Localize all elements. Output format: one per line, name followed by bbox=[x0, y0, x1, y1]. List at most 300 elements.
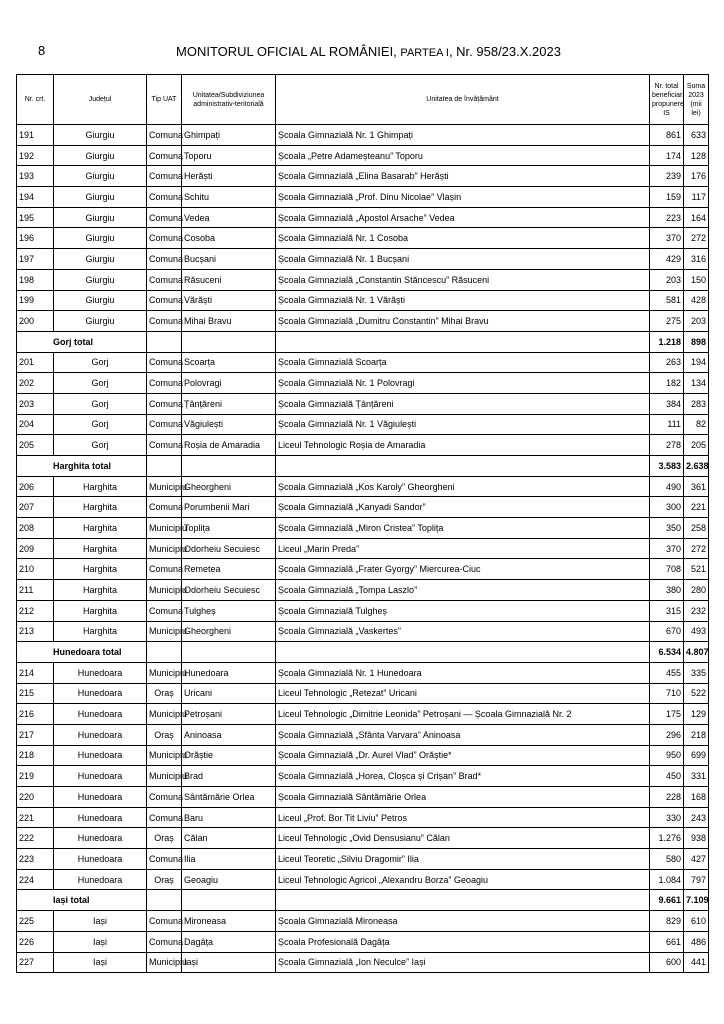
cell-scoala: Liceul „Prof. Bor Tit Liviu” Petros bbox=[276, 807, 650, 828]
cell-tip: Municipiu bbox=[147, 952, 182, 973]
cell-tip: Municipiu bbox=[147, 745, 182, 766]
cell-scoala: Școala Gimnazială Nr. 1 Bucșani bbox=[276, 249, 650, 270]
table-header bbox=[17, 75, 709, 125]
cell-unitate: Scoarța bbox=[182, 352, 276, 373]
cell-nr: 227 bbox=[17, 952, 54, 973]
cell-judet: Iași bbox=[54, 911, 147, 932]
cell-beneficiari: 581 bbox=[650, 290, 684, 311]
cell-unitate: Geoagiu bbox=[182, 869, 276, 890]
cell-suma: 232 bbox=[684, 600, 709, 621]
table-row bbox=[17, 580, 709, 601]
cell-unitate: Vărăști bbox=[182, 290, 276, 311]
county-total-suma: 7.109 bbox=[684, 890, 709, 911]
cell-unitate: Călan bbox=[182, 828, 276, 849]
cell-beneficiari: 380 bbox=[650, 580, 684, 601]
county-total-suma: 2.638 bbox=[684, 456, 709, 477]
cell-suma: 280 bbox=[684, 580, 709, 601]
cell-suma: 335 bbox=[684, 662, 709, 683]
cell-beneficiari: 263 bbox=[650, 352, 684, 373]
cell-tip: Oraș bbox=[147, 828, 182, 849]
cell-scoala: Liceul Tehnologic „Retezat” Uricani bbox=[276, 683, 650, 704]
cell-scoala: Liceul „Marin Preda” bbox=[276, 538, 650, 559]
cell-tip: Comuna bbox=[147, 497, 182, 518]
cell-unitate: Mihai Bravu bbox=[182, 311, 276, 332]
cell-nr: 211 bbox=[17, 580, 54, 601]
cell-unitate: Sântămărie Orlea bbox=[182, 787, 276, 808]
cell-nr: 224 bbox=[17, 869, 54, 890]
cell-judet: Hunedoara bbox=[54, 745, 147, 766]
table-row bbox=[17, 414, 709, 435]
cell-suma: 272 bbox=[684, 228, 709, 249]
cell-tip: Comuna bbox=[147, 352, 182, 373]
cell-beneficiari: 350 bbox=[650, 518, 684, 539]
cell-beneficiari: 600 bbox=[650, 952, 684, 973]
cell-unitate: Gheorgheni bbox=[182, 476, 276, 497]
cell-beneficiari: 708 bbox=[650, 559, 684, 580]
county-total-beneficiari: 3.583 bbox=[650, 456, 684, 477]
cell-judet: Giurgiu bbox=[54, 207, 147, 228]
cell-tip: Comuna bbox=[147, 911, 182, 932]
county-total-row bbox=[17, 456, 709, 477]
cell-unitate: Mironeasa bbox=[182, 911, 276, 932]
cell-scoala: Școala Gimnazială „Kanyadi Sandor” bbox=[276, 497, 650, 518]
cell-judet: Hunedoara bbox=[54, 766, 147, 787]
cell-suma: 361 bbox=[684, 476, 709, 497]
cell-beneficiari: 450 bbox=[650, 766, 684, 787]
cell-scoala-empty bbox=[276, 331, 650, 352]
county-total-label: Iași total bbox=[17, 890, 147, 911]
county-total-beneficiari: 1.218 bbox=[650, 331, 684, 352]
cell-nr: 202 bbox=[17, 373, 54, 394]
cell-tip: Comuna bbox=[147, 166, 182, 187]
table-row bbox=[17, 269, 709, 290]
cell-beneficiari: 580 bbox=[650, 849, 684, 870]
cell-beneficiari: 174 bbox=[650, 145, 684, 166]
table-row bbox=[17, 559, 709, 580]
cell-scoala: Școala Gimnazială „Prof. Dinu Nicolae” Vlașin bbox=[276, 187, 650, 208]
cell-nr: 204 bbox=[17, 414, 54, 435]
cell-tip: Comuna bbox=[147, 187, 182, 208]
table-row bbox=[17, 849, 709, 870]
cell-suma: 283 bbox=[684, 393, 709, 414]
cell-suma: 493 bbox=[684, 621, 709, 642]
cell-unitate: Țânțăreni bbox=[182, 393, 276, 414]
cell-tip: Comuna bbox=[147, 269, 182, 290]
cell-suma: 633 bbox=[684, 125, 709, 146]
cell-unitate: Remetea bbox=[182, 559, 276, 580]
cell-unitate: Bucșani bbox=[182, 249, 276, 270]
cell-tip: Comuna bbox=[147, 807, 182, 828]
cell-unitate: Uricani bbox=[182, 683, 276, 704]
cell-tip-empty bbox=[147, 456, 182, 477]
cell-judet: Hunedoara bbox=[54, 662, 147, 683]
header-judet: Județul bbox=[54, 75, 147, 125]
cell-judet: Gorj bbox=[54, 373, 147, 394]
cell-judet: Gorj bbox=[54, 435, 147, 456]
cell-unitate: Văgiulești bbox=[182, 414, 276, 435]
cell-scoala: Școala Gimnazială Nr. 1 Văgiulești bbox=[276, 414, 650, 435]
cell-suma: 150 bbox=[684, 269, 709, 290]
cell-beneficiari: 429 bbox=[650, 249, 684, 270]
cell-unitate: Brad bbox=[182, 766, 276, 787]
cell-suma: 221 bbox=[684, 497, 709, 518]
cell-suma: 117 bbox=[684, 187, 709, 208]
cell-suma: 218 bbox=[684, 724, 709, 745]
header-unitate: Unitatea/Subdiviziunea administrativ-teritorială bbox=[182, 75, 276, 125]
cell-suma: 129 bbox=[684, 704, 709, 725]
county-total-label: Hunedoara total bbox=[17, 642, 147, 663]
cell-nr: 210 bbox=[17, 559, 54, 580]
cell-suma: 203 bbox=[684, 311, 709, 332]
cell-beneficiari: 370 bbox=[650, 228, 684, 249]
cell-judet: Harghita bbox=[54, 538, 147, 559]
cell-judet: Harghita bbox=[54, 497, 147, 518]
cell-beneficiari: 861 bbox=[650, 125, 684, 146]
cell-unitate: Odorheiu Secuiesc bbox=[182, 538, 276, 559]
cell-nr: 217 bbox=[17, 724, 54, 745]
cell-nr: 206 bbox=[17, 476, 54, 497]
table-row bbox=[17, 228, 709, 249]
cell-scoala: Școala Gimnazială Sântămărie Orlea bbox=[276, 787, 650, 808]
cell-nr: 212 bbox=[17, 600, 54, 621]
cell-suma: 164 bbox=[684, 207, 709, 228]
table-row bbox=[17, 704, 709, 725]
cell-nr: 222 bbox=[17, 828, 54, 849]
cell-suma: 521 bbox=[684, 559, 709, 580]
cell-suma: 428 bbox=[684, 290, 709, 311]
cell-unitate: Orăștie bbox=[182, 745, 276, 766]
cell-unitate: Roșia de Amaradia bbox=[182, 435, 276, 456]
cell-nr: 220 bbox=[17, 787, 54, 808]
cell-beneficiari: 490 bbox=[650, 476, 684, 497]
cell-tip-empty bbox=[147, 642, 182, 663]
cell-unitate: Herăști bbox=[182, 166, 276, 187]
cell-beneficiari: 1.276 bbox=[650, 828, 684, 849]
cell-scoala: Școala Gimnazială „Vaskertes” bbox=[276, 621, 650, 642]
cell-scoala: Școala Gimnazială „Apostol Arsache” Vedea bbox=[276, 207, 650, 228]
cell-unitate: Hunedoara bbox=[182, 662, 276, 683]
cell-scoala: Școala Gimnazială „Sfânta Varvara” Aninoasa bbox=[276, 724, 650, 745]
cell-beneficiari: 370 bbox=[650, 538, 684, 559]
cell-judet: Giurgiu bbox=[54, 311, 147, 332]
table-row bbox=[17, 683, 709, 704]
table-body bbox=[17, 125, 709, 973]
cell-nr: 198 bbox=[17, 269, 54, 290]
cell-nr: 209 bbox=[17, 538, 54, 559]
cell-scoala: Școala Gimnazială Mironeasa bbox=[276, 911, 650, 932]
cell-nr: 192 bbox=[17, 145, 54, 166]
cell-unitate-empty bbox=[182, 456, 276, 477]
cell-unitate: Toplița bbox=[182, 518, 276, 539]
cell-scoala: Școala Gimnazială Țânțăreni bbox=[276, 393, 650, 414]
cell-tip: Comuna bbox=[147, 125, 182, 146]
cell-judet: Giurgiu bbox=[54, 228, 147, 249]
cell-scoala-empty bbox=[276, 890, 650, 911]
table-row bbox=[17, 787, 709, 808]
cell-nr: 203 bbox=[17, 393, 54, 414]
cell-tip: Comuna bbox=[147, 228, 182, 249]
cell-tip: Municipiu bbox=[147, 766, 182, 787]
cell-suma: 441 bbox=[684, 952, 709, 973]
cell-scoala: Școala Gimnazială „Dumitru Constantin” Mihai Bravu bbox=[276, 311, 650, 332]
county-total-suma: 4.807 bbox=[684, 642, 709, 663]
table-row bbox=[17, 621, 709, 642]
cell-scoala: Școala Gimnazială „Kos Karoly” Gheorgheni bbox=[276, 476, 650, 497]
cell-suma: 194 bbox=[684, 352, 709, 373]
cell-judet: Harghita bbox=[54, 580, 147, 601]
cell-nr: 221 bbox=[17, 807, 54, 828]
cell-judet: Giurgiu bbox=[54, 290, 147, 311]
header-suma: Suma 2023 (mii lei) bbox=[684, 75, 709, 125]
cell-suma: 427 bbox=[684, 849, 709, 870]
cell-suma: 272 bbox=[684, 538, 709, 559]
table-row bbox=[17, 476, 709, 497]
cell-tip: Comuna bbox=[147, 145, 182, 166]
cell-judet: Iași bbox=[54, 931, 147, 952]
table-row bbox=[17, 807, 709, 828]
cell-judet: Giurgiu bbox=[54, 187, 147, 208]
cell-nr: 199 bbox=[17, 290, 54, 311]
table-row bbox=[17, 518, 709, 539]
cell-beneficiari: 275 bbox=[650, 311, 684, 332]
cell-nr: 207 bbox=[17, 497, 54, 518]
table-row bbox=[17, 187, 709, 208]
cell-suma: 486 bbox=[684, 931, 709, 952]
cell-suma: 258 bbox=[684, 518, 709, 539]
cell-beneficiari: 710 bbox=[650, 683, 684, 704]
cell-scoala: Școala Gimnazială Nr. 1 Polovragi bbox=[276, 373, 650, 394]
cell-tip: Comuna bbox=[147, 373, 182, 394]
cell-beneficiari: 175 bbox=[650, 704, 684, 725]
cell-beneficiari: 455 bbox=[650, 662, 684, 683]
cell-beneficiari: 296 bbox=[650, 724, 684, 745]
cell-beneficiari: 278 bbox=[650, 435, 684, 456]
cell-judet: Harghita bbox=[54, 621, 147, 642]
cell-unitate: Ilia bbox=[182, 849, 276, 870]
cell-scoala: Școala Gimnazială Nr. 1 Cosoba bbox=[276, 228, 650, 249]
cell-tip: Municipiu bbox=[147, 704, 182, 725]
cell-unitate: Tulgheș bbox=[182, 600, 276, 621]
cell-judet: Iași bbox=[54, 952, 147, 973]
cell-nr: 191 bbox=[17, 125, 54, 146]
cell-unitate-empty bbox=[182, 331, 276, 352]
table-row bbox=[17, 538, 709, 559]
county-total-label: Harghita total bbox=[17, 456, 147, 477]
cell-unitate: Vedea bbox=[182, 207, 276, 228]
cell-scoala: Liceul Tehnologic Agricol „Alexandru Borza” Geoagiu bbox=[276, 869, 650, 890]
cell-scoala: Școala Gimnazială Nr. 1 Vărăști bbox=[276, 290, 650, 311]
cell-tip: Comuna bbox=[147, 787, 182, 808]
cell-beneficiari: 1.084 bbox=[650, 869, 684, 890]
table-row bbox=[17, 828, 709, 849]
header-tip: Tip UAT bbox=[147, 75, 182, 125]
cell-judet: Hunedoara bbox=[54, 828, 147, 849]
cell-judet: Harghita bbox=[54, 600, 147, 621]
table-row bbox=[17, 290, 709, 311]
cell-tip: Comuna bbox=[147, 414, 182, 435]
cell-unitate: Cosoba bbox=[182, 228, 276, 249]
cell-judet: Giurgiu bbox=[54, 269, 147, 290]
cell-unitate: Baru bbox=[182, 807, 276, 828]
cell-unitate: Aninoasa bbox=[182, 724, 276, 745]
title-part: PARTEA I bbox=[400, 47, 449, 59]
page-title bbox=[176, 44, 561, 59]
cell-scoala: Școala Gimnazială „Tompa Laszlo” bbox=[276, 580, 650, 601]
title-main: MONITORUL OFICIAL AL ROMÂNIEI, bbox=[176, 44, 401, 59]
cell-scoala: Liceul Tehnologic „Dimitrie Leonida” Petroșani — Școala Gimnazială Nr. 2 bbox=[276, 704, 650, 725]
cell-tip-empty bbox=[147, 890, 182, 911]
cell-scoala: Școala Gimnazială „Horea, Cloșca și Crișan” Brad* bbox=[276, 766, 650, 787]
cell-suma: 82 bbox=[684, 414, 709, 435]
cell-suma: 522 bbox=[684, 683, 709, 704]
cell-beneficiari: 300 bbox=[650, 497, 684, 518]
cell-scoala: Școala Gimnazială Nr. 1 Ghimpați bbox=[276, 125, 650, 146]
cell-judet: Giurgiu bbox=[54, 125, 147, 146]
cell-beneficiari: 315 bbox=[650, 600, 684, 621]
county-total-row bbox=[17, 331, 709, 352]
cell-unitate: Porumbenii Mari bbox=[182, 497, 276, 518]
cell-unitate: Iași bbox=[182, 952, 276, 973]
cell-beneficiari: 182 bbox=[650, 373, 684, 394]
cell-unitate: Gheorgheni bbox=[182, 621, 276, 642]
county-total-row bbox=[17, 642, 709, 663]
table-row bbox=[17, 662, 709, 683]
cell-nr: 197 bbox=[17, 249, 54, 270]
cell-unitate: Toporu bbox=[182, 145, 276, 166]
cell-judet: Hunedoara bbox=[54, 683, 147, 704]
cell-unitate: Petroșani bbox=[182, 704, 276, 725]
cell-nr: 193 bbox=[17, 166, 54, 187]
cell-unitate-empty bbox=[182, 642, 276, 663]
cell-suma: 243 bbox=[684, 807, 709, 828]
table-row bbox=[17, 766, 709, 787]
cell-tip: Comuna bbox=[147, 849, 182, 870]
cell-scoala: Școala Gimnazială „Dr. Aurel Vlad” Orăștie* bbox=[276, 745, 650, 766]
cell-judet: Harghita bbox=[54, 518, 147, 539]
cell-judet: Harghita bbox=[54, 559, 147, 580]
cell-judet: Gorj bbox=[54, 352, 147, 373]
cell-nr: 195 bbox=[17, 207, 54, 228]
cell-beneficiari: 950 bbox=[650, 745, 684, 766]
page-number: 8 bbox=[38, 43, 46, 58]
cell-nr: 201 bbox=[17, 352, 54, 373]
cell-tip: Comuna bbox=[147, 559, 182, 580]
header-beneficiari: Nr. total beneficiari propunere IS bbox=[650, 75, 684, 125]
cell-judet: Hunedoara bbox=[54, 704, 147, 725]
cell-scoala: Școala Profesională Dagâța bbox=[276, 931, 650, 952]
cell-beneficiari: 159 bbox=[650, 187, 684, 208]
cell-judet: Hunedoara bbox=[54, 807, 147, 828]
cell-judet: Gorj bbox=[54, 414, 147, 435]
table-row bbox=[17, 724, 709, 745]
cell-judet: Giurgiu bbox=[54, 249, 147, 270]
cell-scoala: Liceul Tehnologic „Ovid Densusianu” Călan bbox=[276, 828, 650, 849]
cell-scoala: Școala Gimnazială Scoarța bbox=[276, 352, 650, 373]
county-total-beneficiari: 9.661 bbox=[650, 890, 684, 911]
cell-nr: 215 bbox=[17, 683, 54, 704]
cell-judet: Giurgiu bbox=[54, 166, 147, 187]
cell-tip: Municipiu bbox=[147, 538, 182, 559]
cell-tip: Municipiu bbox=[147, 580, 182, 601]
cell-scoala: Școala Gimnazială „Miron Cristea” Toplița bbox=[276, 518, 650, 539]
cell-beneficiari: 384 bbox=[650, 393, 684, 414]
cell-judet: Hunedoara bbox=[54, 724, 147, 745]
table-row bbox=[17, 435, 709, 456]
cell-suma: 176 bbox=[684, 166, 709, 187]
cell-beneficiari: 111 bbox=[650, 414, 684, 435]
cell-scoala: Școala Gimnazială Tulgheș bbox=[276, 600, 650, 621]
cell-tip: Municipiu bbox=[147, 518, 182, 539]
county-total-label: Gorj total bbox=[17, 331, 147, 352]
table-row bbox=[17, 745, 709, 766]
cell-unitate: Răsuceni bbox=[182, 269, 276, 290]
cell-scoala-empty bbox=[276, 456, 650, 477]
table-row bbox=[17, 125, 709, 146]
cell-tip: Oraș bbox=[147, 869, 182, 890]
cell-nr: 200 bbox=[17, 311, 54, 332]
cell-unitate-empty bbox=[182, 890, 276, 911]
cell-nr: 218 bbox=[17, 745, 54, 766]
cell-beneficiari: 239 bbox=[650, 166, 684, 187]
cell-beneficiari: 203 bbox=[650, 269, 684, 290]
cell-scoala: Școala Gimnazială „Constantin Stăncescu” Răsuceni bbox=[276, 269, 650, 290]
cell-scoala: Școala Gimnazială „Ion Neculce” Iași bbox=[276, 952, 650, 973]
cell-nr: 223 bbox=[17, 849, 54, 870]
cell-tip: Comuna bbox=[147, 290, 182, 311]
cell-tip: Comuna bbox=[147, 435, 182, 456]
cell-nr: 196 bbox=[17, 228, 54, 249]
cell-judet: Harghita bbox=[54, 476, 147, 497]
cell-beneficiari: 228 bbox=[650, 787, 684, 808]
county-total-beneficiari: 6.534 bbox=[650, 642, 684, 663]
cell-suma: 134 bbox=[684, 373, 709, 394]
cell-judet: Hunedoara bbox=[54, 787, 147, 808]
cell-tip: Comuna bbox=[147, 931, 182, 952]
table-row bbox=[17, 600, 709, 621]
cell-judet: Hunedoara bbox=[54, 849, 147, 870]
cell-nr: 226 bbox=[17, 931, 54, 952]
table-row bbox=[17, 166, 709, 187]
table-row bbox=[17, 497, 709, 518]
title-issue: , Nr. 958/23.X.2023 bbox=[448, 44, 561, 59]
table-row bbox=[17, 911, 709, 932]
beneficiaries-table bbox=[16, 74, 709, 973]
cell-scoala: Școala Gimnazială „Elina Basarab” Herăști bbox=[276, 166, 650, 187]
table-row bbox=[17, 931, 709, 952]
cell-unitate: Ghimpați bbox=[182, 125, 276, 146]
cell-unitate: Odorheiu Secuiesc bbox=[182, 580, 276, 601]
table-row bbox=[17, 145, 709, 166]
cell-unitate: Schitu bbox=[182, 187, 276, 208]
cell-suma: 128 bbox=[684, 145, 709, 166]
header-scoala: Unitatea de învățământ bbox=[276, 75, 650, 125]
cell-beneficiari: 661 bbox=[650, 931, 684, 952]
cell-suma: 168 bbox=[684, 787, 709, 808]
cell-nr: 214 bbox=[17, 662, 54, 683]
cell-tip: Municipiu bbox=[147, 476, 182, 497]
cell-nr: 213 bbox=[17, 621, 54, 642]
cell-scoala: Liceul Teoretic „Silviu Dragomir” Ilia bbox=[276, 849, 650, 870]
table-row bbox=[17, 393, 709, 414]
cell-suma: 205 bbox=[684, 435, 709, 456]
cell-tip: Oraș bbox=[147, 724, 182, 745]
cell-tip: Comuna bbox=[147, 207, 182, 228]
cell-judet: Gorj bbox=[54, 393, 147, 414]
cell-tip: Municipiu bbox=[147, 662, 182, 683]
cell-beneficiari: 670 bbox=[650, 621, 684, 642]
header-nr: Nr. crt. bbox=[17, 75, 54, 125]
cell-suma: 699 bbox=[684, 745, 709, 766]
